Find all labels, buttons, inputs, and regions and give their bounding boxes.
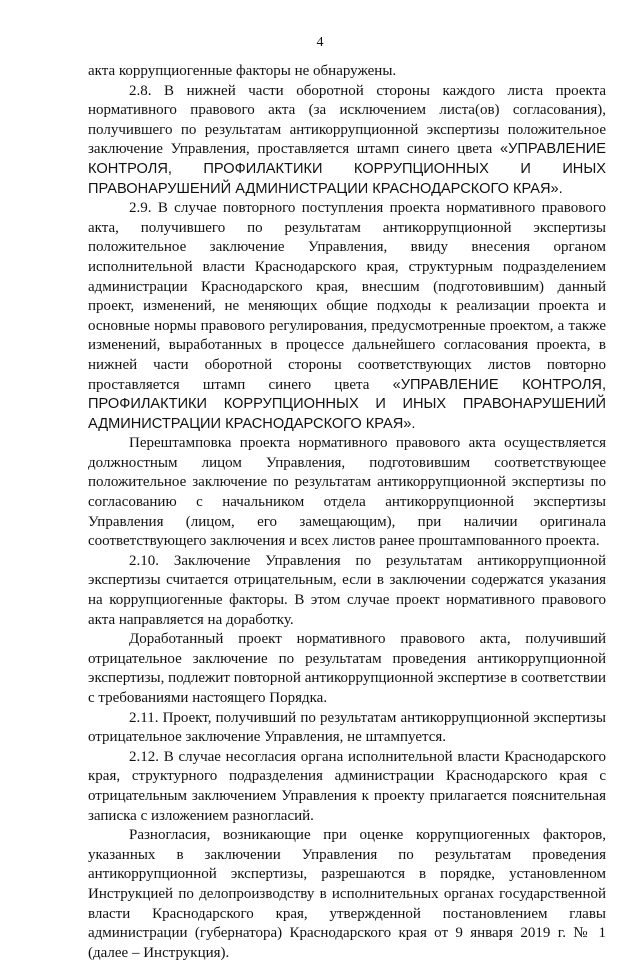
paragraph-reworked-project: Доработанный проект нормативного правового акта, получивший отрицательное заключение по результатам проведения антикоррупционной экспертизы, подлежит повторной антикоррупционной экспертизе в соответствии с требованиями настоящего Порядка. [88, 631, 606, 706]
stamp-text: «УПРАВЛЕНИЕ КОНТРОЛЯ, ПРОФИЛАКТИКИ КОРРУПЦИОННЫХ И ИНЫХ ПРАВОНАРУШЕНИЙ АДМИНИСТРАЦИИ КРАСНОДАРСКОГО КРАЯ». [88, 141, 606, 197]
document-body [88, 62, 606, 963]
paragraph-disagreements: Разногласия, возникающие при оценке коррупциогенных факторов, указанных в заключении Управления по результатам проведения антикоррупционной экспертизы, разрешаются в порядке, установленном Инструкцией по делопроизводству в исполнительных органах государственной власти Краснодарского края, утвержденной постановлением главы администрации (губернатора) Краснодарского края от 9 января 2019 г. № 1 (далее – Инструкция). [88, 827, 606, 961]
paragraph-2-9 [88, 199, 606, 434]
paragraph-text: 2.9. В случае повторного поступления проекта нормативного правового акта, получившего по результатам антикоррупционной экспертизы положительное заключение Управления, ввиду внесения органом исполнительной власти Краснодарского края, структурным подразделением администрации Краснодарского края, внесшим (подготовившим) данный проект, изменений, не меняющих общие подходы к реализации проекта и основные нормы правового регулирования, предусмотренные проектом, а также изменений, выработанных в процессе дальнейшего согласования проекта, в нижней части оборотной стороны соответствующих листов повторно проставляется штамп синего цвета [88, 200, 606, 393]
paragraph-text: 2.8. В нижней части оборотной стороны каждого листа проекта нормативного правового акта (за исключением листа(ов) согласования), получившего по результатам антикоррупционной экспертизы положительное заключение Управления, проставляется штамп синего цвета [88, 82, 606, 158]
paragraph-2-8 [88, 82, 606, 200]
page-number: 4 [316, 35, 324, 50]
paragraph-restamping: Перештамповка проекта нормативного правового акта осуществляется должностным лицом Управления, подготовившим соответствующее положительное заключение по результатам антикоррупционной экспертизы по согласованию с начальником отдела антикоррупционной экспертизы Управления (лицом, его замещающим), при наличии оригинала соответствующего заключения и всех листов ранее проштампованного проекта. [88, 435, 606, 550]
stamp-text: «УПРАВЛЕНИЕ КОНТРОЛЯ, ПРОФИЛАКТИКИ КОРРУПЦИОННЫХ И ИНЫХ ПРАВОНАРУШЕНИЙ АДМИНИСТРАЦИИ КРАСНОДАРСКОГО КРАЯ». [88, 376, 607, 432]
paragraph-2-12: 2.12. В случае несогласия органа исполнительной власти Краснодарского края, структурного подразделения администрации Краснодарского края с отрицательным заключением Управления к проекту прилагается пояснительная записка с изложением разногласий. [88, 748, 606, 824]
paragraph-2-10: 2.10. Заключение Управления по результатам антикоррупционной экспертизы считается отрицательным, если в заключении содержатся указания на коррупциогенные факторы. В этом случае проект нормативного правового акта направляется на доработку. [88, 552, 606, 628]
paragraph-continuation: акта коррупциогенные факторы не обнаружены. [88, 63, 397, 79]
paragraph-2-11: 2.11. Проект, получивший по результатам антикоррупционной экспертизы отрицательное заключение Управления, не штампуется. [88, 709, 606, 746]
